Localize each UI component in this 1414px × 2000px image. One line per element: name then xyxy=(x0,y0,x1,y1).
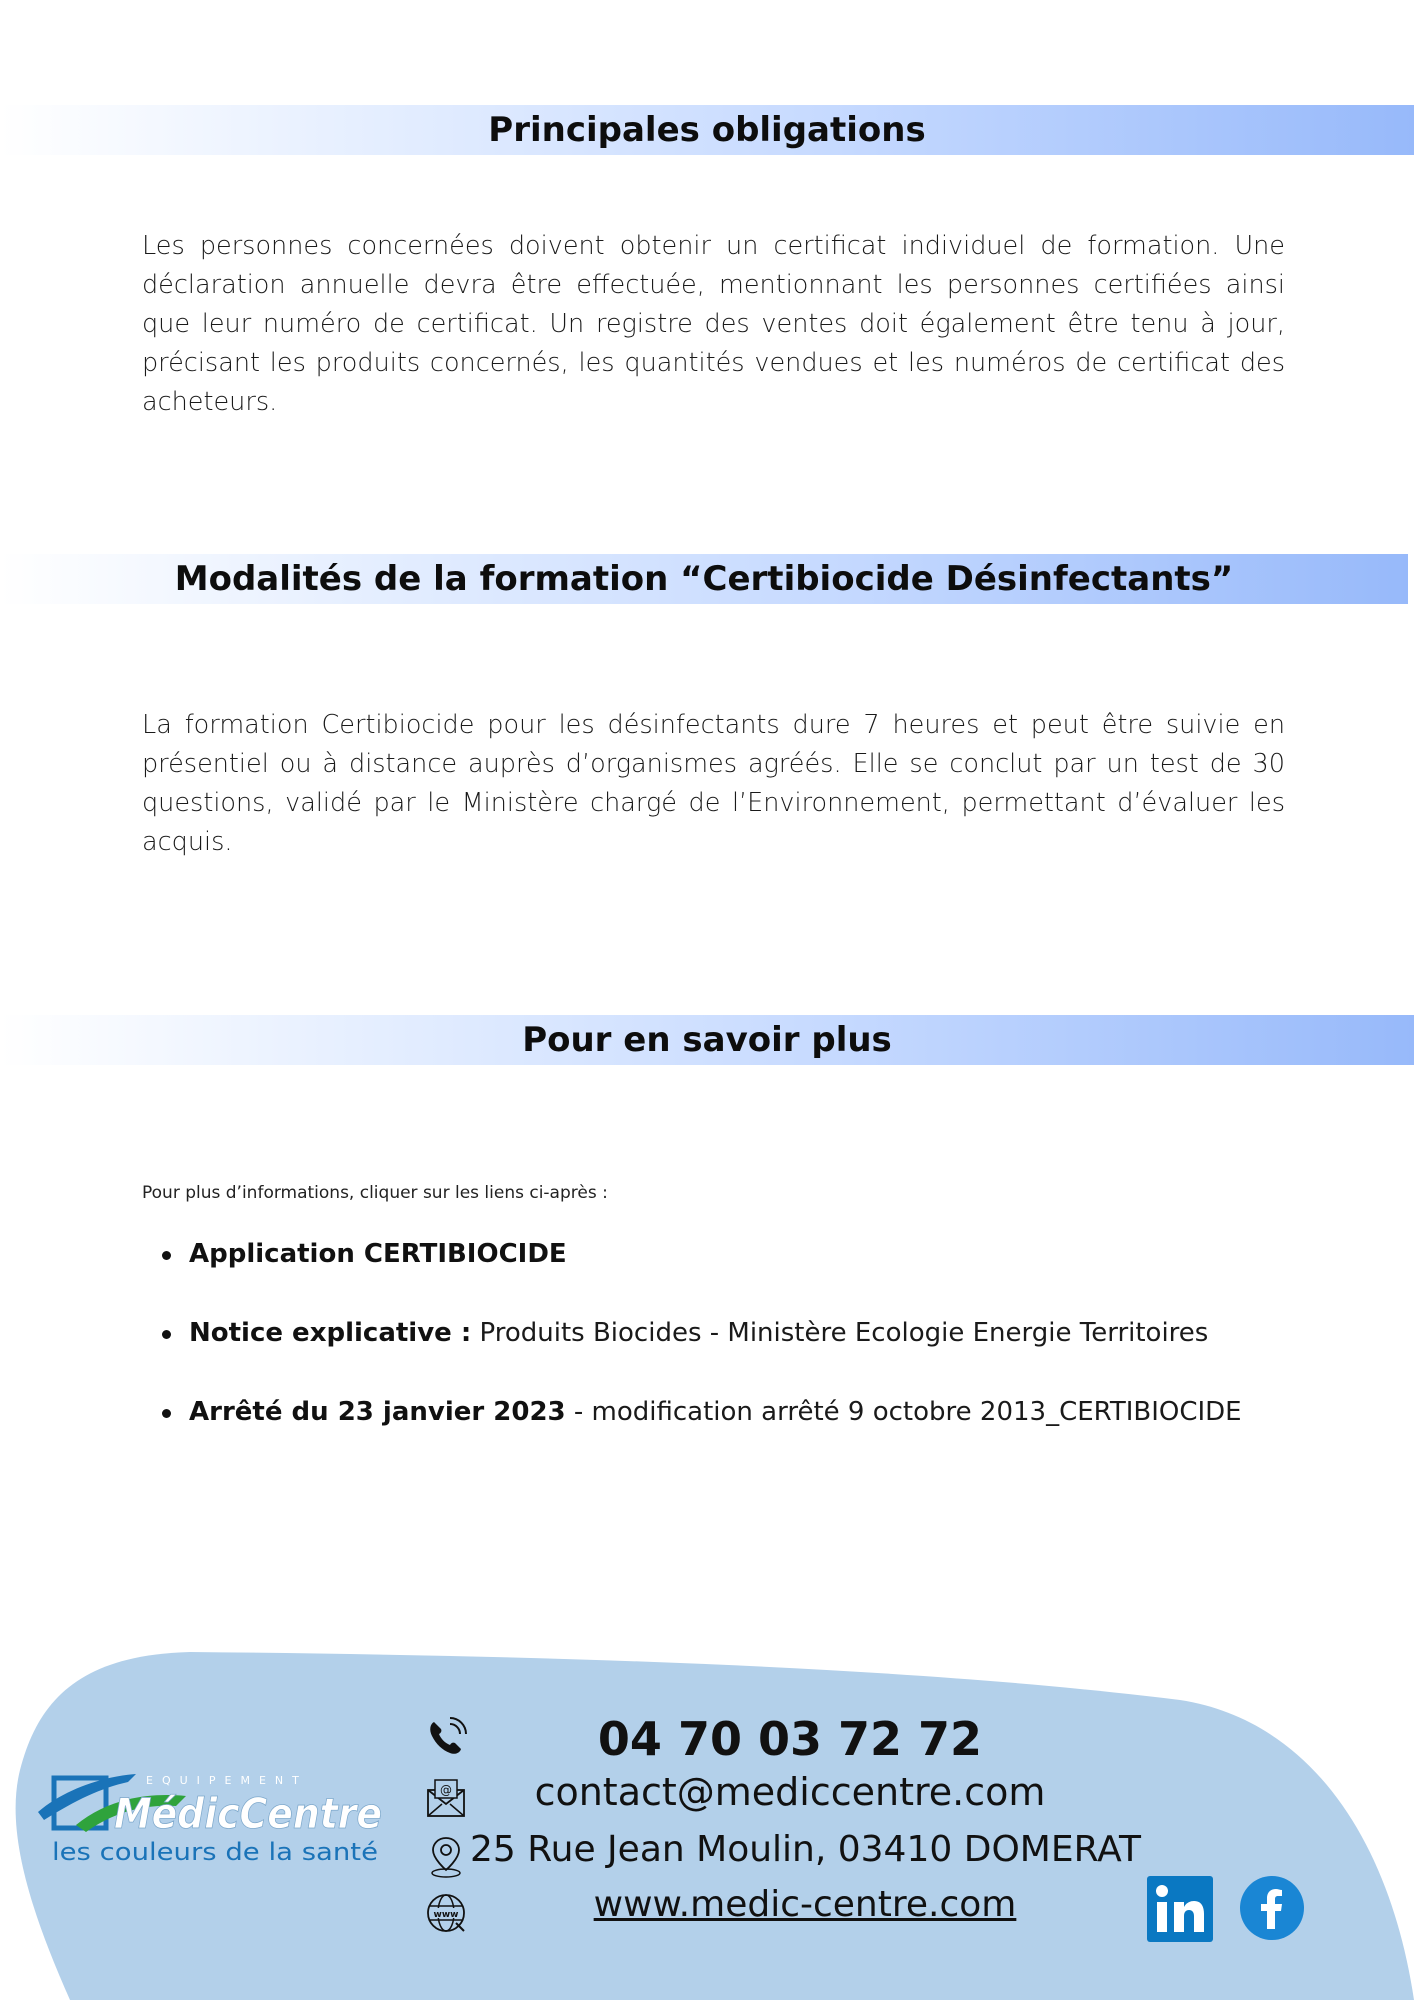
email-icon xyxy=(424,1776,468,1820)
link-bold-text: Application CERTIBIOCIDE xyxy=(189,1239,567,1269)
address-text: 25 Rue Jean Moulin, 03410 DOMERAT xyxy=(470,1829,1141,1870)
link-bold-text: Arrêté du 23 janvier 2023 xyxy=(189,1397,566,1427)
links-intro: Pour plus d’informations, cliquer sur les liens ci-après : xyxy=(142,1183,608,1203)
phone-icon xyxy=(424,1716,468,1760)
section-header-band-obligations xyxy=(0,105,1414,155)
svg-text:MédicCentre: MédicCentre xyxy=(114,1789,382,1838)
link-application-certibiocide[interactable] xyxy=(142,1226,1242,1305)
linkedin-icon[interactable] xyxy=(1147,1876,1213,1942)
section-header-band-formation xyxy=(0,554,1408,604)
obligations-paragraph: Les personnes concernées doivent obtenir un certificat individuel de formation. Une déclaration annuelle devra être effectuée, mentionnant les personnes certifiées ainsi que leur numéro de certificat. Un registre des ventes doit également être tenu à jour, précisant les produits concernés, les quantités vendues et les numéros de certificat des acheteurs. xyxy=(142,231,1285,417)
svg-text:@: @ xyxy=(440,1783,452,1797)
link-arrete-23-janvier-2023[interactable] xyxy=(142,1384,1242,1463)
website-link[interactable]: www.medic-centre.com xyxy=(593,1884,1017,1925)
section-title-savoir-plus: Pour en savoir plus xyxy=(522,1020,892,1060)
link-rest-text: - modification arrêté 9 octobre 2013_CERTIBIOCIDE xyxy=(565,1397,1242,1427)
facebook-icon[interactable] xyxy=(1239,1875,1305,1941)
svg-text:EQUIPEMENT: EQUIPEMENT xyxy=(146,1774,308,1787)
link-notice-explicative[interactable] xyxy=(142,1305,1242,1384)
link-bold-text: Notice explicative : xyxy=(189,1318,472,1348)
svg-text:les couleurs de la santé: les couleurs de la santé xyxy=(52,1838,378,1866)
section-title-obligations: Principales obligations xyxy=(488,110,926,150)
location-pin-icon xyxy=(424,1834,468,1878)
section-header-band-savoir-plus xyxy=(0,1015,1414,1065)
email-link[interactable]: contact@mediccentre.com xyxy=(534,1770,1046,1814)
phone-number[interactable]: 04 70 03 72 72 xyxy=(597,1712,983,1766)
svg-text:www: www xyxy=(433,1910,459,1920)
globe-icon xyxy=(424,1891,468,1935)
formation-paragraph: La formation Certibiocide pour les désinfectants dure 7 heures et peut être suivie en présentiel ou à distance auprès d’organismes agréés. Elle se conclut par un test de 30 questions, validé par le Ministère chargé de l’Environnement, permettant d’évaluer les acquis. xyxy=(142,710,1285,857)
section-title-formation: Modalités de la formation “Certibiocide Désinfectants” xyxy=(174,559,1234,599)
mediccentre-logo xyxy=(36,1770,386,1870)
link-rest-text: Produits Biocides - Ministère Ecologie Energie Territoires xyxy=(471,1318,1209,1348)
links-list xyxy=(142,1226,1242,1463)
